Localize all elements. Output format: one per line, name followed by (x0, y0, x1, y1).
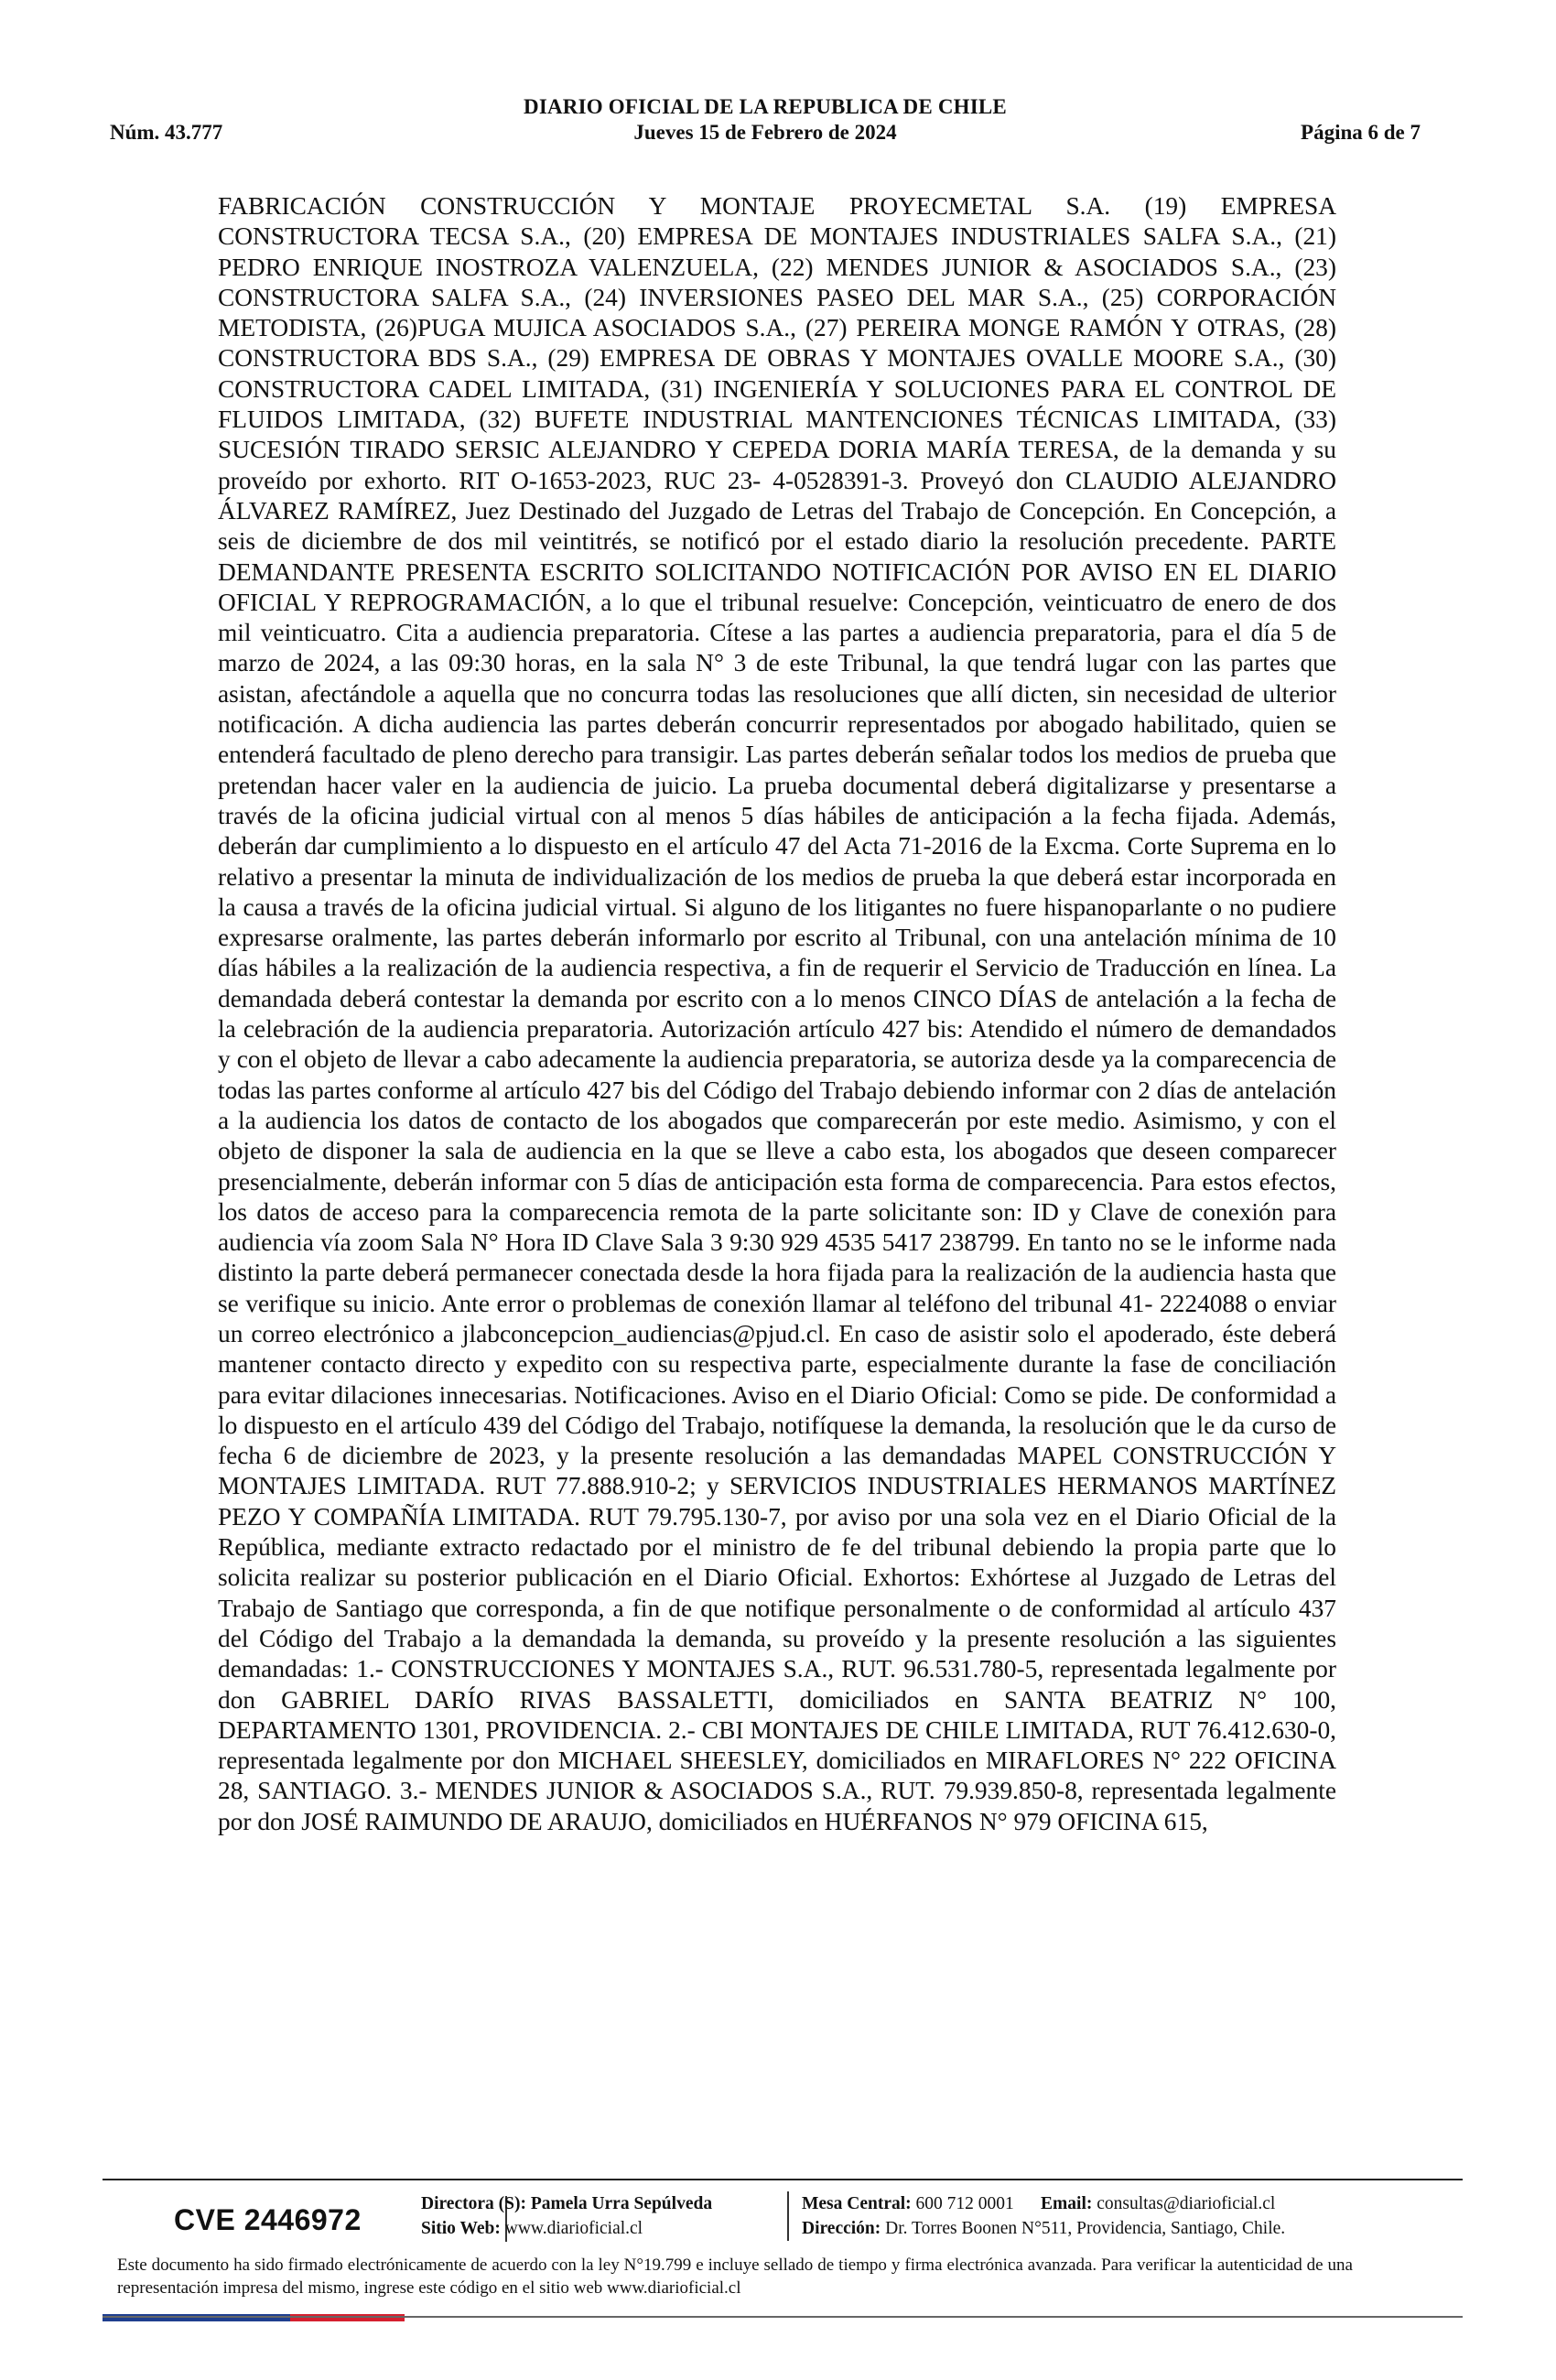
page-number: Página 6 de 7 (1301, 121, 1421, 144)
email-label: Email: (1041, 2194, 1093, 2213)
website-link[interactable]: www.diarioficial.cl (504, 2219, 643, 2238)
website-line (421, 2216, 712, 2241)
central-label: Mesa Central: (802, 2194, 912, 2213)
address-label: Dirección: (802, 2219, 881, 2238)
body-text: FABRICACIÓN CONSTRUCCIÓN Y MONTAJE PROYECMETAL S.A. (19) EMPRESA CONSTRUCTORA TECSA S.A., (20) EMPRESA DE MONTAJES INDUSTRIALES SALFA S.A., (21) PEDRO ENRIQUE INOSTROZA VALENZUELA, (22) MENDES JUNIOR & ASOCIADOS S.A., (23) CONSTRUCTORA SALFA S.A., (24) INVERSIONES PASEO DEL MAR S.A., (25) CORPORACIÓN METODISTA, (26)PUGA MUJICA ASOCIADOS S.A., (27) PEREIRA MONGE RAMÓN Y OTRAS, (28) CONSTRUCTORA BDS S.A., (29) EMPRESA DE OBRAS Y MONTAJES OVALLE MOORE S.A., (30) CONSTRUCTORA CADEL LIMITADA, (31) INGENIERÍA Y SOLUCIONES PARA EL CONTROL DE FLUIDOS LIMITADA, (32) BUFETE INDUSTRIAL MANTENCIONES TÉCNICAS LIMITADA, (33) SUCESIÓN TIRADO SERSIC ALEJANDRO Y CEPEDA DORIA MARÍA TERESA, de la demanda y su proveído por exhorto. RIT O-1653-2023, RUC 23- 4-0528391-3. Proveyó don CLAUDIO ALEJANDRO ÁLVAREZ RAMÍREZ, Juez Destinado del Juzgado de Letras del Trabajo de Concepción. En Concepción, a seis de diciembre de dos mil veintitrés, se notificó por el estado diario la resolución precedente. PARTE DEMANDANTE PRESENTA ESCRITO SOLICITANDO NOTIFICACIÓN POR AVISO EN EL DIARIO OFICIAL Y REPROGRAMACIÓN, a lo que el tribunal resuelve: Concepción, veinticuatro de enero de dos mil veinticuatro. Cita a audiencia preparatoria. Cítese a las partes a audiencia preparatoria, para el día 5 de marzo de 2024, a las 09:30 horas, en la sala N° 3 de este Tribunal, la que tendrá lugar con las partes que asistan, afectándole a aquella que no concurra todas las resoluciones que allí dicten, sin necesidad de ulterior notificación. A dicha audiencia las partes deberán concurrir representados por abogado habilitado, quien se entenderá facultado de pleno derecho para transigir. Las partes deberán señalar todos los medios de prueba que pretendan hacer valer en la audiencia de juicio. La prueba documental deberá digitalizarse y presentarse a través de la oficina judicial virtual con al menos 5 días hábiles de anticipación a la fecha fijada. Además, deberán dar cumplimiento a lo dispuesto en el artículo 47 del Acta 71-2016 de la Excma. Corte Suprema en lo relativo a presentar la minuta de individualización de los medios de prueba la que deberá estar incorporada en la causa a través de la oficina judicial virtual. Si alguno de los litigantes no fuere hispanoparlante o no pudiere expresarse oralmente, las partes deberán informarlo por escrito al Tribunal, con una antelación mínima de 10 días hábiles a la realización de la audiencia respectiva, a fin de requerir el Servicio de Traducción en línea. La demandada deberá contestar la demanda por escrito con a lo menos CINCO DÍAS de antelación a la fecha de la celebración de la audiencia preparatoria. Autorización artículo 427 bis: Atendido el número de demandados y con el objeto de llevar a cabo adecamente la audiencia preparatoria, se autoriza desde ya la comparecencia de todas las partes conforme al artículo 427 bis del Código del Trabajo debiendo informar con 2 días de antelación a la audiencia los datos de contacto de los abogados que comparecerán por este medio. Asimismo, y con el objeto de disponer la sala de audiencia en la que se lleve a cabo esta, los abogados que deseen comparecer presencialmente, deberán informar con 5 días de anticipación esta forma de comparecencia. Para estos efectos, los datos de acceso para la comparecencia remota de la parte solicitante son: ID y Clave de conexión para audiencia vía zoom Sala N° Hora ID Clave Sala 3 9:30 929 4535 5417 238799. En tanto no se le informe nada distinto la parte deberá permanecer conectada desde la hora fijada para la realización de la audiencia hasta que se verifique su inicio. Ante error o problemas de conexión llamar al teléfono del tribunal 41- 2224088 o enviar un correo electrónico a jlabconcepcion_audiencias@pjud.cl. En caso de asistir solo el apoderado, éste deberá mantener contacto directo y expedito con su respectiva parte, especialmente durante la fase de conciliación para evitar dilaciones innecesarias. Notificaciones. Aviso en el Diario Oficial: Como se pide. De conformidad a lo dispuesto en el artículo 439 del Código del Trabajo, notifíquese la demanda, la resolución que le da curso de fecha 6 de diciembre de 2023, y la presente resolución a las demandadas MAPEL CONSTRUCCIÓN Y MONTAJES LIMITADA. RUT 77.888.910-2; y SERVICIOS INDUSTRIALES HERMANOS MARTÍNEZ PEZO Y COMPAÑÍA LIMITADA. RUT 79.795.130-7, por aviso por una sola vez en el Diario Oficial de la República, mediante extracto redactado por el ministro de fe del tribunal debiendo la propia parte que lo solicita realizar su posterior publicación en el Diario Oficial. Exhortos: Exhórtese al Juzgado de Letras del Trabajo de Santiago que corresponda, a fin de que notifique personalmente o de conformidad al artículo 437 del Código del Trabajo a la demandada la demanda, su proveído y la presente resolución a las siguientes demandadas: 1.- CONSTRUCCIONES Y MONTAJES S.A., RUT. 96.531.780-5, representada legalmente por don GABRIEL DARÍO RIVAS BASSALETTI, domiciliados en SANTA BEATRIZ N° 100, DEPARTAMENTO 1301, PROVIDENCIA. 2.- CBI MONTAJES DE CHILE LIMITADA, RUT 76.412.630-0, representada legalmente por don MICHAEL SHEESLEY, domiciliados en MIRAFLORES N° 222 OFICINA 28, SANTIAGO. 3.- MENDES JUNIOR & ASOCIADOS S.A., RUT. 79.939.850-8, representada legalmente por don JOSÉ RAIMUNDO DE ARAUJO, domiciliados en HUÉRFANOS N° 979 OFICINA 615, (218, 192, 1336, 1835)
footer-divider (103, 2179, 1463, 2180)
address-line (802, 2216, 1285, 2241)
newspaper-title: DIARIO OFICIAL DE LA REPUBLICA DE CHILE (524, 95, 1007, 118)
director-label: Directora (S): (421, 2194, 526, 2213)
issue-date: Jueves 15 de Febrero de 2024 (633, 121, 897, 144)
director-line (421, 2191, 712, 2216)
central-phone: 600 712 0001 (915, 2194, 1014, 2213)
address-value: Dr. Torres Boonen N°511, Providencia, Santiago, Chile. (885, 2219, 1286, 2238)
footer-contact-right (787, 2191, 1285, 2241)
director-name: Pamela Urra Sepúlveda (530, 2194, 713, 2213)
email-link[interactable]: consultas@diarioficial.cl (1097, 2194, 1276, 2213)
website-label: Sitio Web: (421, 2219, 501, 2238)
footer-contact-left (421, 2191, 712, 2241)
issue-number: Núm. 43.777 (110, 121, 223, 144)
central-line (802, 2191, 1285, 2216)
signature-notice: Este documento ha sido firmado electrónicamente de acuerdo con la ley N°19.799 e incluye sellado de tiempo y firma electrónica avanzada. Para verificar la autenticidad de una representación impresa del mismo, ingrese este código en el sitio web www.diarioficial.cl (117, 2256, 1353, 2298)
page-header (110, 90, 1421, 154)
cve-code: CVE 2446972 (174, 2203, 362, 2236)
footer-bottom-divider (103, 2316, 1463, 2318)
